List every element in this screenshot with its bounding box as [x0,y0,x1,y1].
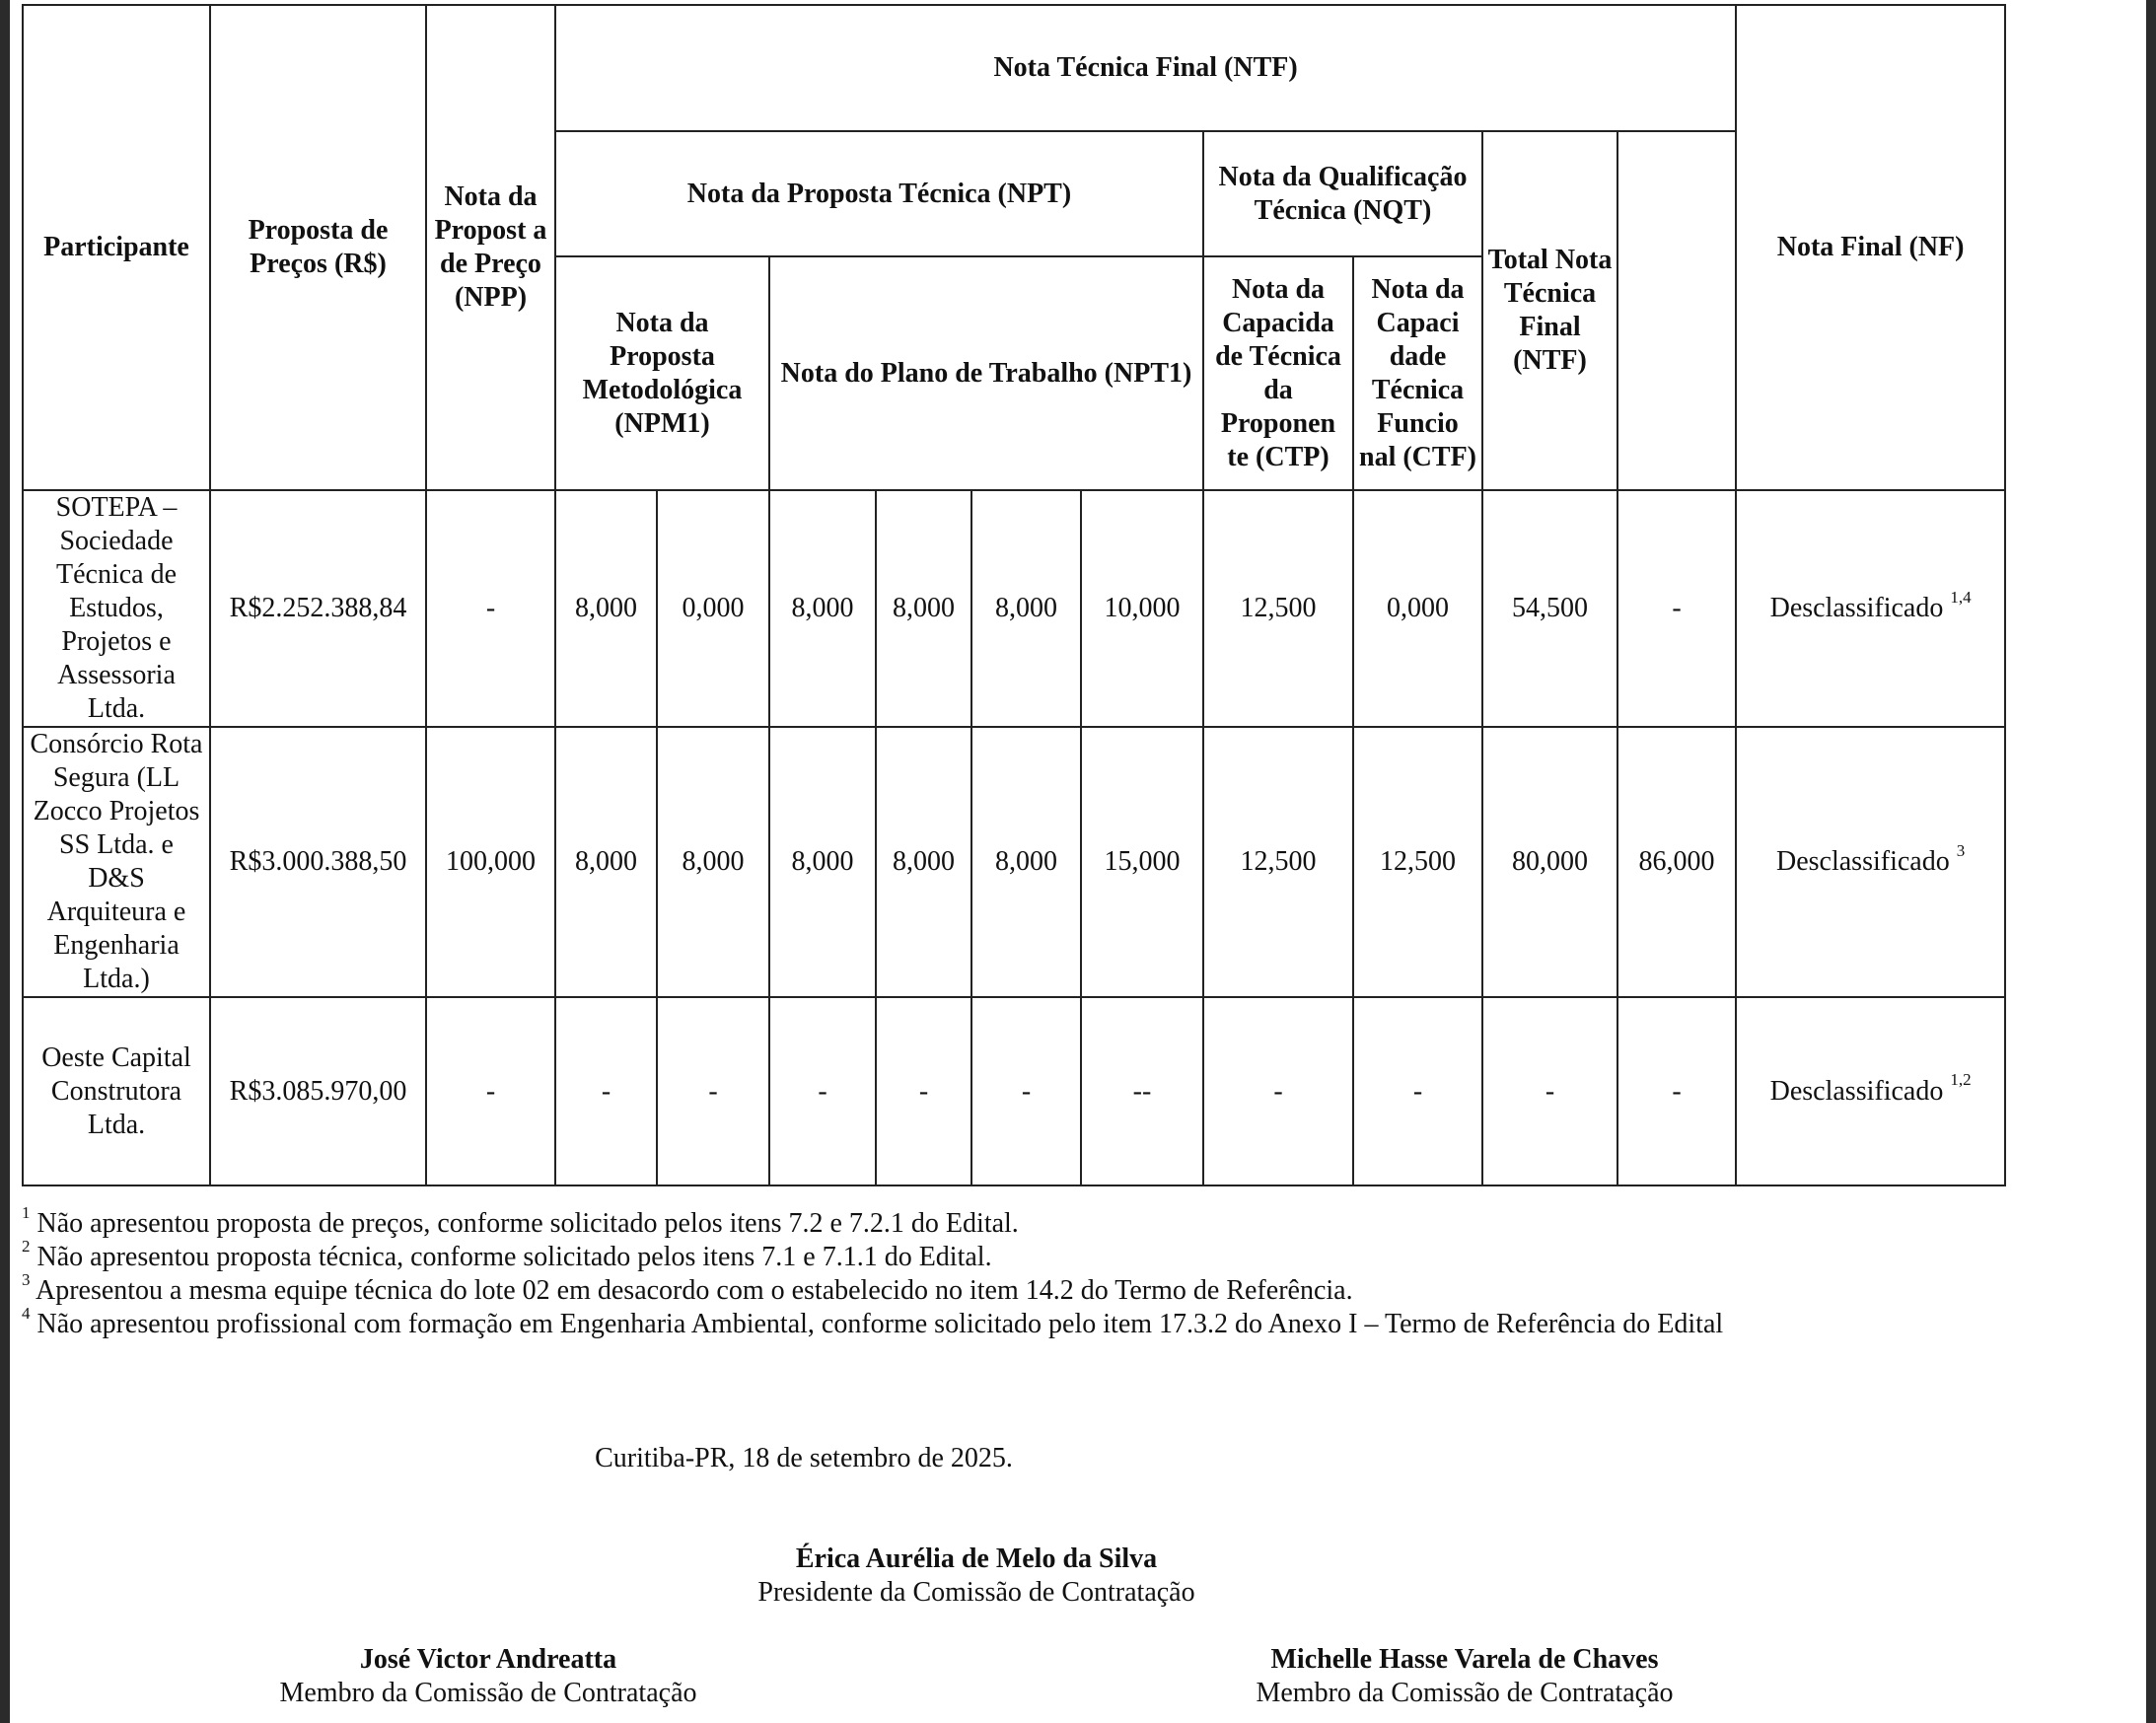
cell-npm1-a: 8,000 [555,490,657,727]
cell-npt1-b: - [876,997,971,1185]
header-proposta-precos: Proposta de Preços (R$) [210,5,426,490]
cell-npt1-a: - [769,997,876,1185]
cell-proposta: R$3.000.388,50 [210,727,426,997]
header-participante: Participante [23,5,210,490]
cell-npt1-d: -- [1081,997,1203,1185]
cell-nf: - [1617,997,1736,1185]
footnote-mark: 4 [22,1303,31,1323]
cell-npm1-b: 0,000 [657,490,769,727]
cell-resultado [1736,490,2005,727]
footnote [22,1236,2093,1274]
header-total-ntf: Total Nota Técnica Final (NTF) [1482,131,1617,490]
signature-member-1 [143,1643,833,1710]
cell-ctf: - [1353,997,1482,1185]
footnote-ref: 1,4 [1950,587,1972,607]
signature-role: Membro da Comissão de Contratação [1256,1678,1674,1708]
resultado-text: Desclassificado [1769,1075,1944,1107]
footnote [22,1303,2093,1341]
cell-npm1-b: - [657,997,769,1185]
signature-role: Presidente da Comissão de Contratação [757,1577,1195,1608]
footnote-text: Não apresentou proposta de preços, conforme solicitado pelos itens 7.2 e 7.2.1 do Edital. [36,1208,1019,1239]
signature-member-2 [1119,1643,1810,1710]
signature-name: José Victor Andreatta [359,1644,617,1675]
header-nf: Nota Final (NF) [1736,5,2005,490]
cell-npt1-c: - [971,997,1081,1185]
cell-npm1-a: 8,000 [555,727,657,997]
cell-npt1-c: 8,000 [971,490,1081,727]
resultado-text: Desclassificado [1776,846,1950,877]
cell-participante: SOTEPA – Sociedade Técnica de Estudos, Projetos e Assessoria Ltda. [23,490,210,727]
cell-nf: 86,000 [1617,727,1736,997]
signature-president [631,1543,1322,1610]
cell-npt1-a: 8,000 [769,727,876,997]
signature-name: Érica Aurélia de Melo da Silva [795,1544,1158,1574]
footnote-ref: 3 [1956,840,1966,860]
cell-npt1-b: 8,000 [876,727,971,997]
footnotes [22,1202,2093,1341]
page-right-border [2146,0,2156,1723]
header-ntf-group: Nota Técnica Final (NTF) [555,5,1736,131]
footnote-mark: 1 [22,1202,31,1222]
footnote-mark: 2 [22,1236,31,1256]
results-table [22,4,2006,1186]
cell-ctf: 12,500 [1353,727,1482,997]
cell-participante: Consórcio Rota Segura (LL Zocco Projetos SS Ltda. e D&S Arquiteura e Engenharia Ltda.) [23,727,210,997]
cell-ctf: 0,000 [1353,490,1482,727]
cell-participante: Oeste Capital Construtora Ltda. [23,997,210,1185]
table-row [23,727,2005,997]
cell-total-ntf: - [1482,997,1617,1185]
cell-nf: - [1617,490,1736,727]
signature-name: Michelle Hasse Varela de Chaves [1270,1644,1659,1675]
cell-npt1-d: 15,000 [1081,727,1203,997]
cell-ctp: 12,500 [1203,727,1353,997]
cell-npp: 100,000 [426,727,555,997]
cell-ctp: - [1203,997,1353,1185]
cell-total-ntf: 54,500 [1482,490,1617,727]
signature-role: Membro da Comissão de Contratação [279,1678,697,1708]
table-row [23,490,2005,727]
header-npp: Nota da Propost a de Preço (NPP) [426,5,555,490]
footnote-text: Não apresentou proposta técnica, conforme solicitado pelos itens 7.1 e 7.1.1 do Edital. [36,1242,992,1272]
cell-resultado [1736,727,2005,997]
header-ctp: Nota da Capacida de Técnica da Proponen te (CTP) [1203,256,1353,490]
footnote [22,1202,2093,1241]
header-npt1: Nota do Plano de Trabalho (NPT1) [769,256,1203,490]
header-nqt-group: Nota da Qualificação Técnica (NQT) [1203,131,1482,256]
footnote-text: Não apresentou profissional com formação em Engenharia Ambiental, conforme solicitado pelo item 17.3.2 do Anexo I – Termo de Referência do Edital [36,1309,1724,1339]
footnote-text: Apresentou a mesma equipe técnica do lote 02 em desacordo com o estabelecido no item 14.2 do Termo de Referência. [35,1275,1353,1306]
cell-npp: - [426,490,555,727]
footnote [22,1269,2093,1308]
header-npm1: Nota da Proposta Metodológica (NPM1) [555,256,769,490]
cell-ctp: 12,500 [1203,490,1353,727]
cell-npt1-c: 8,000 [971,727,1081,997]
table-row [23,997,2005,1185]
cell-npt1-a: 8,000 [769,490,876,727]
footnote-ref: 1,2 [1950,1070,1972,1090]
footnote-mark: 3 [22,1269,31,1289]
resultado-text: Desclassificado [1769,593,1944,623]
cell-npt1-d: 10,000 [1081,490,1203,727]
cell-npm1-a: - [555,997,657,1185]
cell-npm1-b: 8,000 [657,727,769,997]
cell-proposta: R$2.252.388,84 [210,490,426,727]
header-npt-group: Nota da Proposta Técnica (NPT) [555,131,1203,256]
place-date: Curitiba-PR, 18 de setembro de 2025. [595,1443,1013,1473]
cell-npp: - [426,997,555,1185]
header-ctf: Nota da Capaci dade Técnica Funcio nal (CTF) [1353,256,1482,490]
cell-proposta: R$3.085.970,00 [210,997,426,1185]
cell-npt1-b: 8,000 [876,490,971,727]
cell-resultado [1736,997,2005,1185]
cell-total-ntf: 80,000 [1482,727,1617,997]
